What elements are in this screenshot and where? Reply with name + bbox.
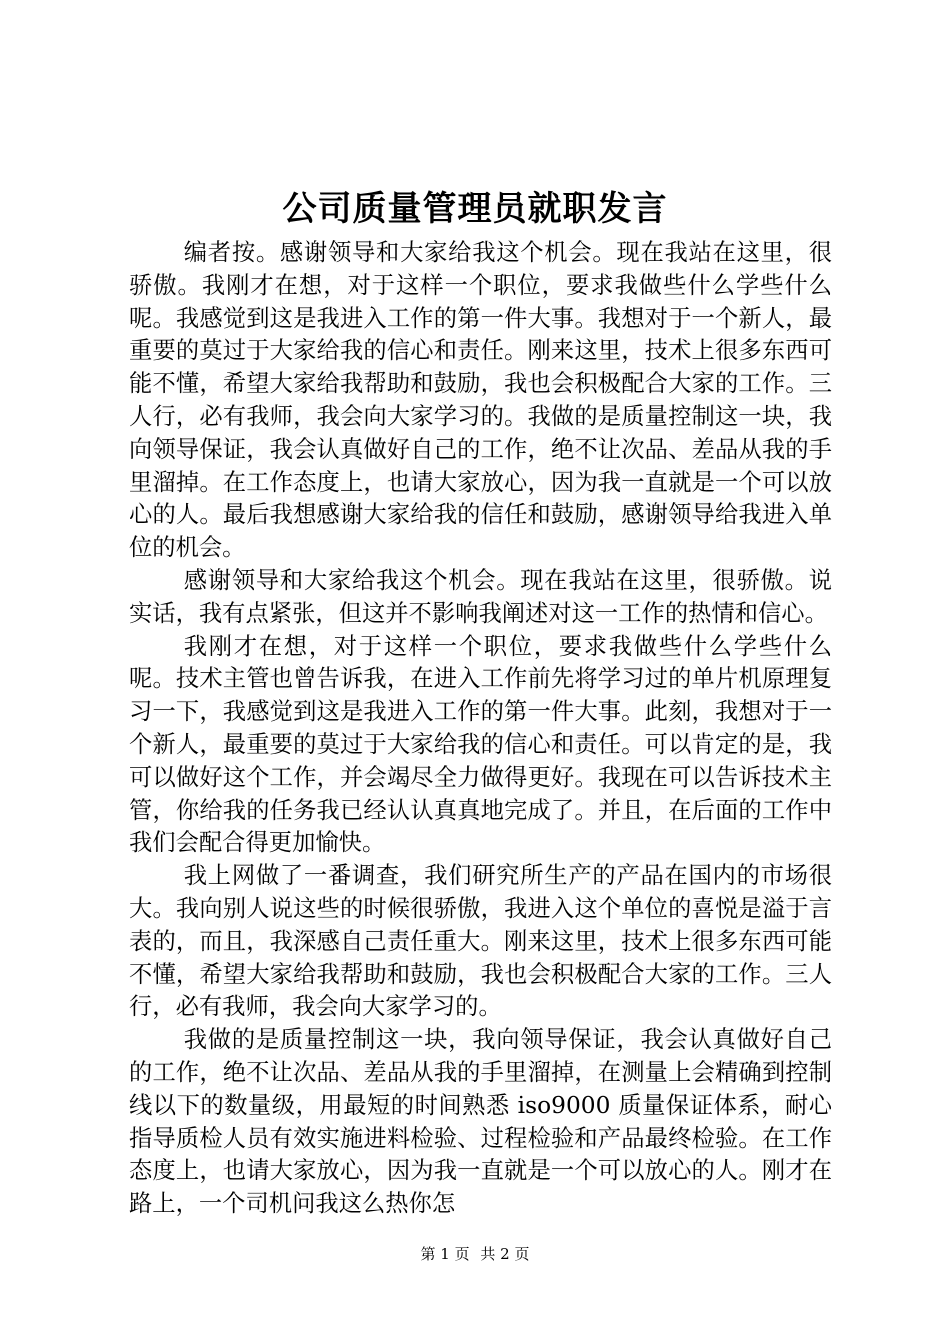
- paragraph: 我做的是质量控制这一块，我向领导保证，我会认真做好自己的工作，绝不让次品、差品从我的手里溜掉，在测量上会精确到控制线以下的数量级，用最短的时间熟悉 iso9000 质量保证体系，耐心指导质检人员有效实施进料检验、过程检验和产品最终检验。在工作态度上，也请大家放心，因为我一直就是一个可以放心的人。刚才在路上，一个司机问我这么热你怎: [129, 1026, 832, 1218]
- document-body: [129, 237, 832, 1221]
- page-number: 第 1 页: [420, 1245, 470, 1263]
- paragraph: 我刚才在想，对于这样一个职位，要求我做些什么学些什么呢。技术主管也曾告诉我，在进入工作前先将学习过的单片机原理复习一下，我感觉到这是我进入工作的第一件大事。此刻，我想对于一个新人，最重要的莫过于大家给我的信心和责任。可以肯定的是，我可以做好这个工作，并会竭尽全力做得更好。我现在可以告诉技术主管，你给我的任务我已经认认真真地完成了。并且，在后面的工作中我们会配合得更加愉快。: [129, 632, 832, 857]
- paragraph: 我上网做了一番调查，我们研究所生产的产品在国内的市场很大。我向别人说这些的时候很骄傲，我进入这个单位的喜悦是溢于言表的，而且，我深感自己责任重大。刚来这里，技术上很多东西可能不懂，希望大家给我帮助和鼓励，我也会积极配合大家的工作。三人行，必有我师，我会向大家学习的。: [129, 862, 832, 1021]
- page-footer: [0, 1243, 950, 1265]
- page-total: 共 2 页: [480, 1245, 530, 1263]
- paragraph: 感谢领导和大家给我这个机会。现在我站在这里，很骄傲。说实话，我有点紧张，但这并不影响我阐述对这一工作的热情和信心。: [129, 566, 832, 627]
- paragraph: 编者按。感谢领导和大家给我这个机会。现在我站在这里，很骄傲。我刚才在想，对于这样一个职位，要求我做些什么学些什么呢。我感觉到这是我进入工作的第一件大事。我想对于一个新人，最重要的莫过于大家给我的信心和责任。刚来这里，技术上很多东西可能不懂，希望大家给我帮助和鼓励，我也会积极配合大家的工作。三人行，必有我师，我会向大家学习的。我做的是质量控制这一块，我向领导保证，我会认真做好自己的工作，绝不让次品、差品从我的手里溜掉。在工作态度上，也请大家放心，因为我一直就是一个可以放心的人。最后我想感谢大家给我的信任和鼓励，感谢领导给我进入单位的机会。: [129, 239, 832, 562]
- document-title: 公司质量管理员就职发言: [282, 189, 668, 229]
